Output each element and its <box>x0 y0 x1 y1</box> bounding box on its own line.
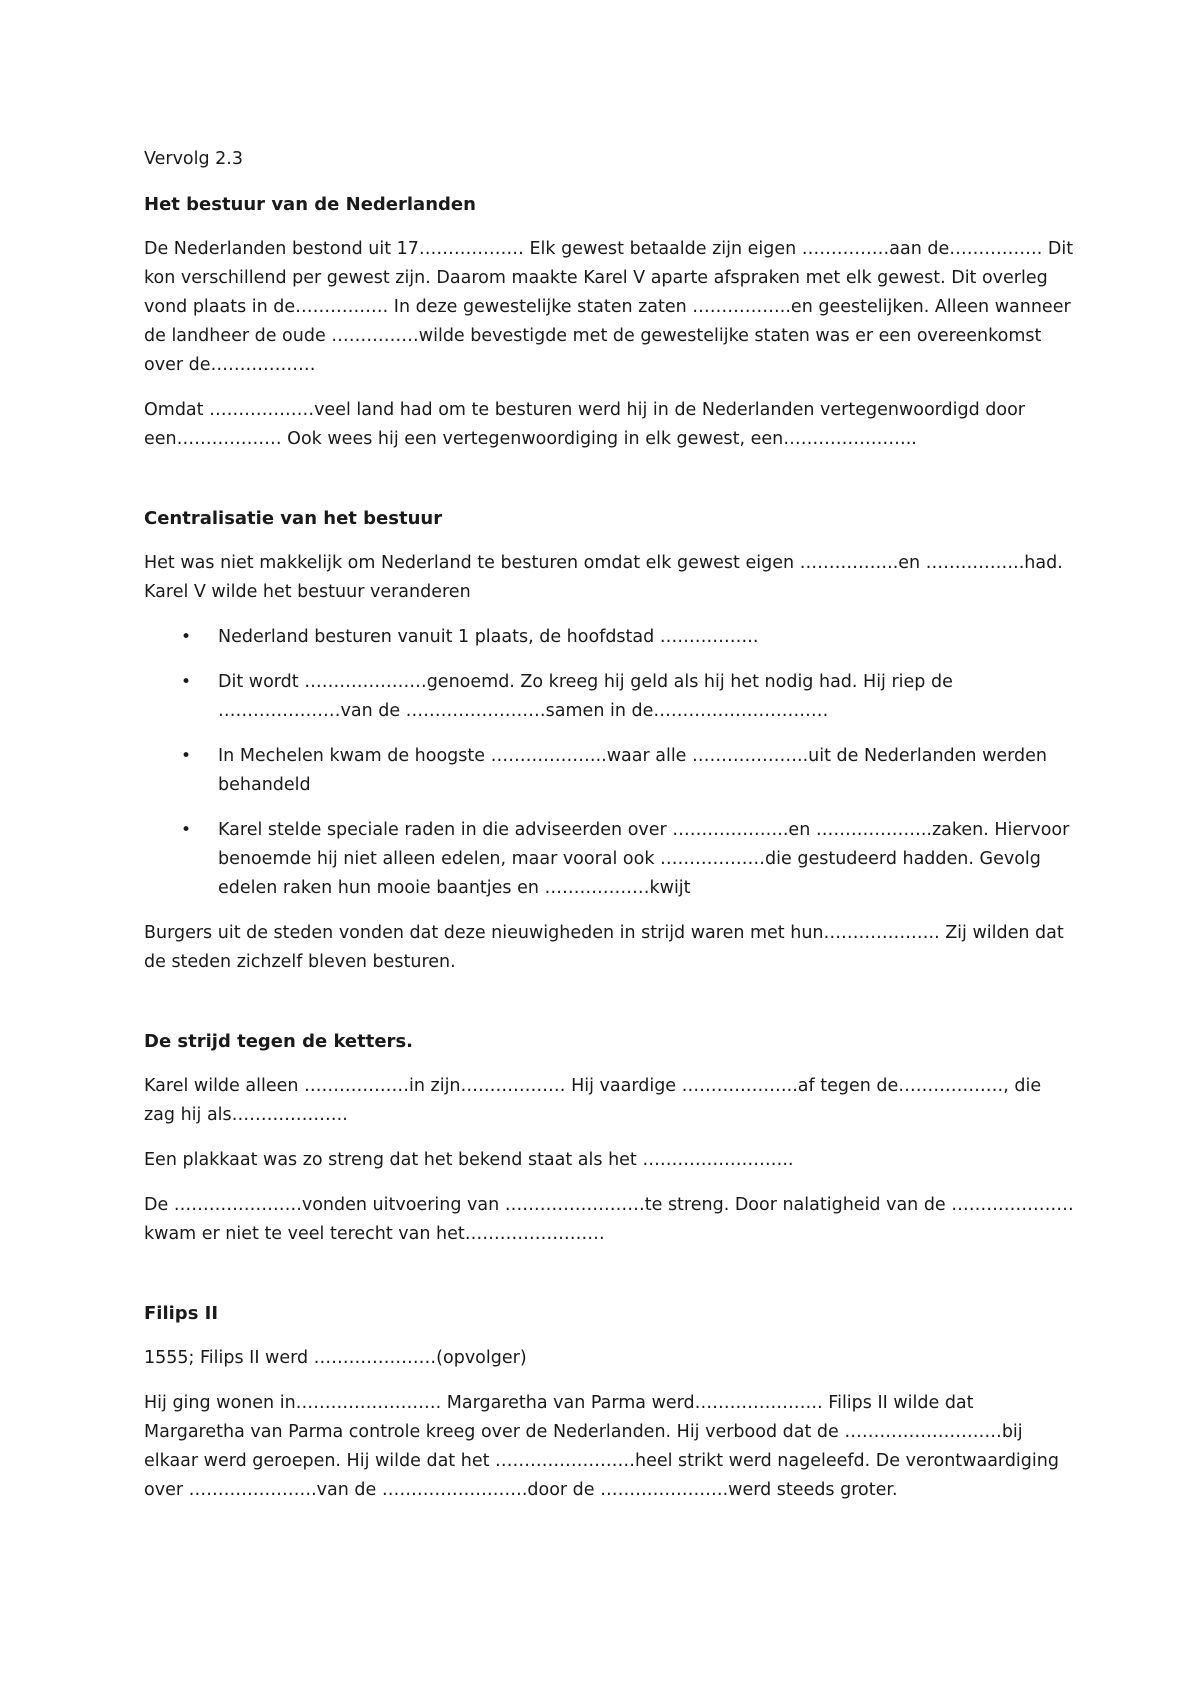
paragraph: 1555; Filips II werd …………………(opvolger) <box>144 1348 527 1368</box>
list-item-text: Dit wordt …………………genoemd. Zo kreeg hij geld als hij het nodig had. Hij riep de …………………van de ……………………samen in de………………………… <box>218 672 953 721</box>
paragraph: De Nederlanden bestond uit 17……………… Elk gewest betaalde zijn eigen ……………aan de……………. Dit kon verschillend per gewest zijn. Daarom maakte Karel V aparte afspraken met elk gewest. Dit overleg vond plaats in de……………. In deze gewestelijke staten zaten ……………..en geestelijken. Alleen wanneer de landheer de oude ……………wilde bevestigde met de gewestelijke staten was er een overeenkomst over de……………… <box>144 239 1074 375</box>
paragraph: Het was niet makkelijk om Nederland te besturen omdat elk gewest eigen ……………..en ……………..had. Karel V wilde het bestuur veranderen <box>144 553 1063 602</box>
section-heading-centralisatie: Centralisatie van het bestuur <box>144 508 443 529</box>
list-item <box>144 816 1074 903</box>
bullet-icon: • <box>181 746 192 766</box>
list-item <box>144 668 1074 726</box>
section-heading-ketters: De strijd tegen de ketters. <box>144 1031 413 1052</box>
bullet-icon: • <box>181 672 192 692</box>
paragraph: Een plakkaat was zo streng dat het bekend staat als het …………………….. <box>144 1150 794 1170</box>
bullet-icon: • <box>181 820 192 840</box>
document-subtitle: Vervolg 2.3 <box>144 149 244 169</box>
document-page <box>144 145 1074 1521</box>
paragraph: De ………………….vonden uitvoering van ……………………te streng. Door nalatigheid van de …………………kwam er niet te veel terecht van het…………………… <box>144 1195 1074 1244</box>
bullet-list <box>144 623 1074 903</box>
section-heading-bestuur: Het bestuur van de Nederlanden <box>144 194 476 215</box>
paragraph: Karel wilde alleen ………………in zijn……………… Hij vaardige ………………..af tegen de………………, die zag hij als……………….. <box>144 1076 1042 1125</box>
list-item <box>144 742 1074 800</box>
list-item-text: Nederland besturen vanuit 1 plaats, de hoofdstad …………….. <box>218 627 759 647</box>
bullet-icon: • <box>181 627 192 647</box>
list-item <box>144 623 1074 652</box>
list-item-text: Karel stelde speciale raden in die adviseerden over ………………..en ………………..zaken. Hiervoor benoemde hij niet alleen edelen, maar vooral ook ………………die gestudeerd hadden. Gevolg edelen raken hun mooie baantjes en ………………kwijt <box>218 820 1070 898</box>
section-heading-filips: Filips II <box>144 1303 219 1324</box>
paragraph: Hij ging wonen in……………………. Margaretha van Parma werd…………………. Filips II wilde dat Margaretha van Parma controle kreeg over de Nederlanden. Hij verbood dat de ………………………bij elkaar werd geroepen. Hij wilde dat het ……………………heel strikt werd nageleefd. De verontwaardiging over ………………….van de …………………….door de ………………….werd steeds groter. <box>144 1393 1059 1500</box>
paragraph: Omdat ………………veel land had om te besturen werd hij in de Nederlanden vertegenwoordigd door een……………… Ook wees hij een vertegenwoordiging in elk gewest, een………………….. <box>144 400 1026 449</box>
list-item-text: In Mechelen kwam de hoogste ………………..waar alle ………………..uit de Nederlanden werden behandeld <box>218 746 1048 795</box>
paragraph: Burgers uit de steden vonden dat deze nieuwigheden in strijd waren met hun……………….. Zij wilden dat de steden zichzelf bleven besturen. <box>144 923 1064 972</box>
